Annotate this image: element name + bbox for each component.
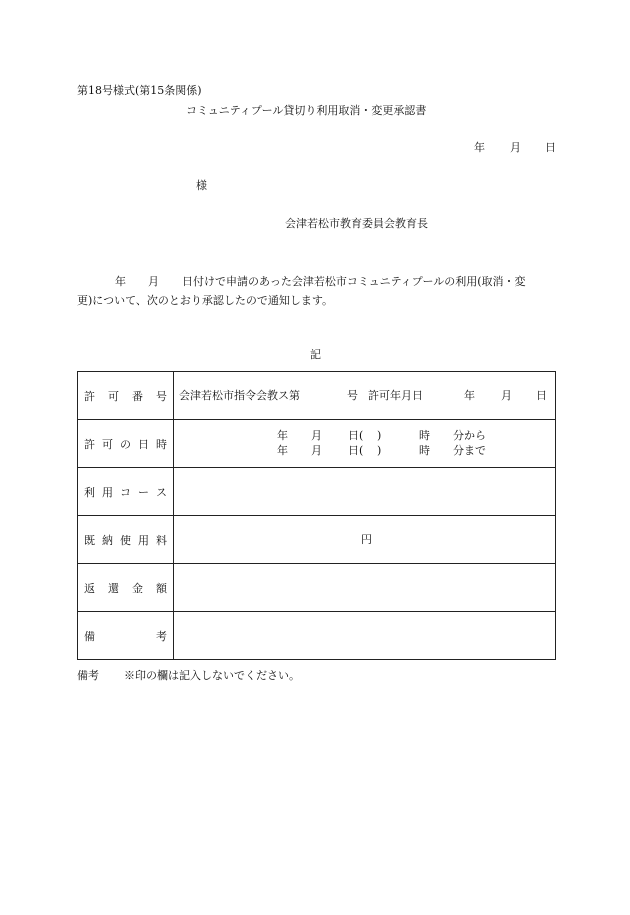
footer-note-label: 備考: [77, 669, 99, 682]
table-row: [78, 420, 556, 468]
date-month-label: 月: [510, 141, 521, 154]
value-paid-fee[interactable]: [174, 516, 556, 564]
yen-unit: 円: [361, 533, 372, 546]
body-year-label: 年: [115, 275, 126, 288]
label-remarks: 備 考: [78, 612, 174, 660]
document-title: コミュニティプール貸切り利用取消・変更承認書: [186, 104, 427, 117]
date-day-label: 日: [545, 141, 556, 154]
approval-table: [77, 371, 556, 660]
date-year-label: 年: [474, 141, 485, 154]
table-row: [78, 468, 556, 516]
approval-month: 月: [501, 389, 512, 402]
approval-date-label: 許可年月日: [368, 389, 423, 402]
time-to-label: 分まで: [453, 444, 486, 457]
label-refund-amount: 返 還 金 額: [78, 564, 174, 612]
label-paid-fee: 既 納 使 用 料: [78, 516, 174, 564]
label-permit-number: 許 可 番 号: [78, 372, 174, 420]
body-text-line-1: 日付けで申請のあった会津若松市コミュニティプールの利用(取消・変: [182, 275, 526, 288]
value-permit-datetime[interactable]: 年 月 日( ) 時 分から 年 月 日( ) 時 分まで: [174, 420, 556, 468]
footer-note-text: ※印の欄は記入しないでください。: [124, 669, 300, 682]
value-permit-number[interactable]: [174, 372, 556, 420]
approval-day: 日: [536, 389, 547, 402]
body-text-line-2: 更)について、次のとおり承認したので通知します。: [77, 294, 333, 307]
issuer-name: 会津若松市教育委員会教育長: [285, 217, 428, 230]
ki-heading: 記: [310, 348, 321, 361]
time-from-label: 分から: [453, 429, 486, 442]
label-course: 利 用 コ ー ス: [78, 468, 174, 516]
value-remarks[interactable]: [174, 612, 556, 660]
form-number: 第18号様式(第15条関係): [77, 84, 202, 97]
approval-year: 年: [464, 389, 475, 402]
value-course[interactable]: [174, 468, 556, 516]
value-refund-amount[interactable]: [174, 564, 556, 612]
table-row: [78, 516, 556, 564]
table-row: [78, 612, 556, 660]
permit-go: 号: [347, 389, 358, 402]
table-row: [78, 372, 556, 420]
table-row: [78, 564, 556, 612]
addressee-suffix: 様: [196, 179, 207, 192]
permit-prefix: 会津若松市指令会教ス第: [179, 389, 300, 402]
label-permit-datetime: 許 可 の 日 時: [78, 420, 174, 468]
body-month-label: 月: [148, 275, 159, 288]
